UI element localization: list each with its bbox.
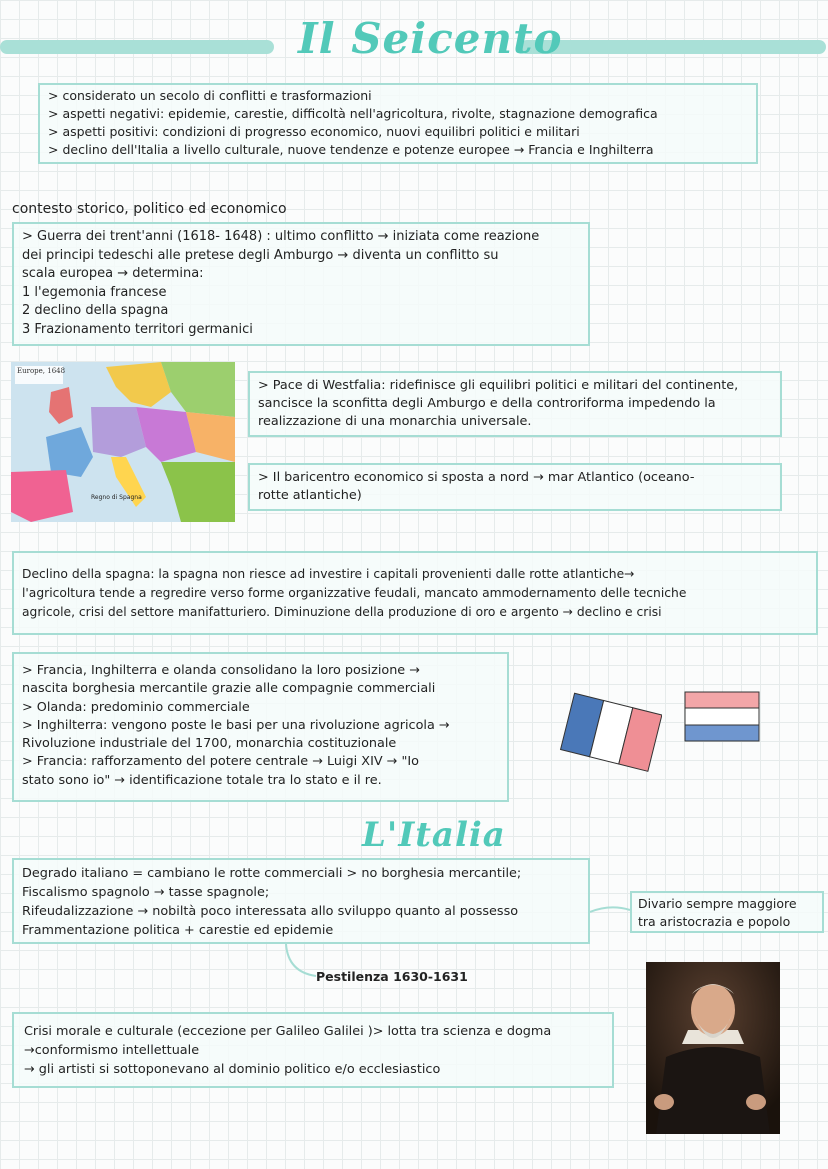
potenze-line-6: > Francia: rafforzamento del potere centrale → Luigi XIV → "Io [22,754,419,770]
divario-box [630,891,824,933]
crisi-line-2: →conformismo intellettuale [24,1043,200,1058]
baricentro-line-1: > Il baricentro economico si sposta a nord → mar Atlantico (oceano- [258,470,695,485]
potenze-line-7: stato sono io" → identificazione totale tra lo stato e il re. [22,772,382,788]
potenze-box [12,652,509,802]
declino-line-3: agricole, crisi del settore manifatturiero. Diminuzione della produzione di oro e argento → declino e crisi [22,605,662,619]
contesto-heading: contesto storico, politico ed economico [12,201,287,217]
crisi-line-3: → gli artisti si sottoponevano al dominio politico e/o ecclesiastico [24,1062,441,1077]
baricentro-box [248,463,782,511]
title-bar-left [0,40,274,54]
page-title: Il Seicento [298,14,563,63]
intro-line-3: > aspetti positivi: condizioni di progresso economico, nuovi equilibri politici e militari [48,124,580,139]
divario-line-2: tra aristocrazia e popolo [638,914,791,929]
guerra-line-1: > Guerra dei trent'anni (1618- 1648) : ultimo conflitto → iniziata come reazione [22,229,540,244]
galileo-portrait [646,962,780,1134]
title-bar-right [520,40,826,54]
westfalia-line-3: realizzazione di una monarchia universale. [258,414,532,429]
declino-spagna-box [12,551,818,635]
westfalia-line-2: sancisce la sconfitta degli Amburgo e della controriforma impedendo la [258,396,716,411]
guerra-line-2: dei principi tedeschi alle pretese degli Amburgo → diventa un conflitto su [22,247,499,263]
italia-title: L'Italia [362,815,506,855]
netherlands-flag [684,691,760,743]
potenze-line-5: Rivoluzione industriale del 1700, monarchia costituzionale [22,736,397,752]
connector-divario [590,900,632,920]
potenze-line-2: nascita borghesia mercantile grazie alle compagnie commerciali [22,681,436,697]
declino-line-1: Declino della spagna: la spagna non riesce ad investire i capitali provenienti dalle rotte atlantiche→ [22,567,635,581]
intro-box [38,83,758,164]
guerra-item-3: 3 Frazionamento territori germanici [22,321,253,337]
potenze-line-3: > Olanda: predominio commerciale [22,699,250,715]
map-label: Regno di Spagna [91,494,142,501]
degrado-box [12,858,590,944]
crisi-box [12,1012,614,1088]
intro-line-2: > aspetti negativi: epidemie, carestie, difficoltà nell'agricoltura, rivolte, stagnazione demografica [48,106,658,121]
potenze-line-1: > Francia, Inghilterra e olanda consolidano la loro posizione → [22,663,420,678]
westfalia-line-1: > Pace di Westfalia: ridefinisce gli equilibri politici e militari del continente, [258,378,739,393]
divario-line-1: Divario sempre maggiore [638,896,797,911]
guerra-item-2: 2 declino della spagna [22,303,169,318]
europe-1648-map [11,362,235,522]
connector-pestilenza [280,942,320,982]
degrado-line-3: Rifeudalizzazione → nobiltà poco interessata allo sviluppo quanto al possesso [22,904,519,919]
pestilenza-label: Pestilenza 1630-1631 [316,969,468,984]
crisi-line-1: Crisi morale e culturale (eccezione per Galileo Galilei )> lotta tra scienza e dogma [24,1024,552,1039]
declino-line-2: l'agricoltura tende a regredire verso forme organizzative feudali, mancato ammodernamento delle tecniche [22,586,687,600]
degrado-line-1: Degrado italiano = cambiano le rotte commerciali > no borghesia mercantile; [22,866,522,881]
degrado-line-2: Fiscalismo spagnolo → tasse spagnole; [22,885,270,900]
potenze-line-4: > Inghilterra: vengono poste le basi per una rivoluzione agricola → [22,717,450,733]
france-flag [558,688,662,778]
intro-line-1: > considerato un secolo di conflitti e trasformazioni [48,88,372,103]
degrado-line-4: Frammentazione politica + carestie ed epidemie [22,923,334,938]
portrait-graphic [646,962,780,1134]
guerra-line-3: scala europea → determina: [22,266,204,281]
guerra-box [12,222,590,346]
baricentro-line-2: rotte atlantiche) [258,488,362,503]
intro-line-4: > declino dell'Italia a livello culturale, nuove tendenze e potenze europee → Francia e Inghilterra [48,142,654,157]
guerra-item-1: 1 l'egemonia francese [22,284,167,300]
map-title: Europe, 1648 [17,367,66,375]
westfalia-box [248,371,782,437]
